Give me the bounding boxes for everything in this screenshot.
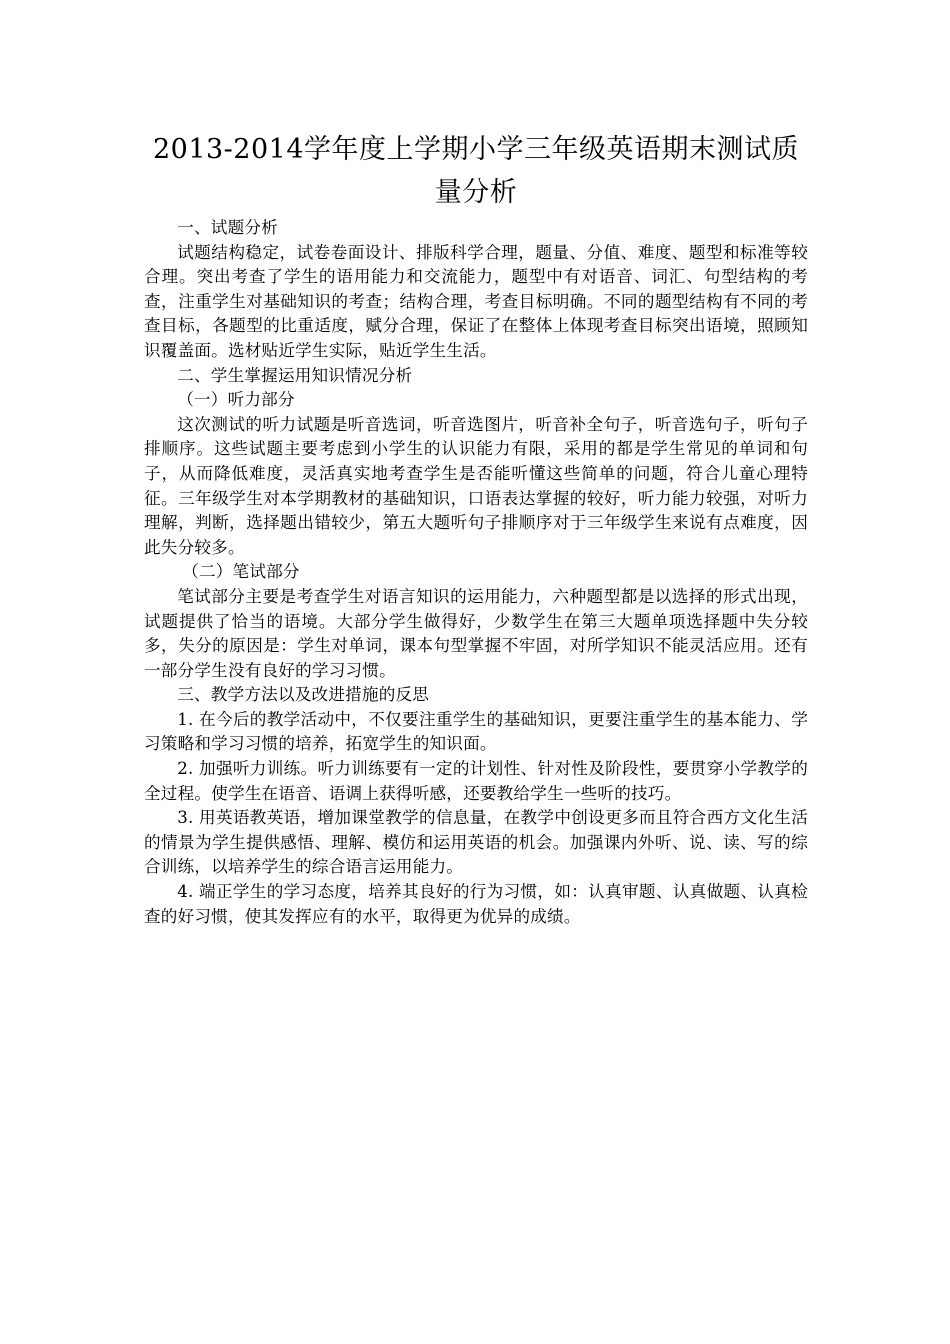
section3-heading: 三、教学方法以及改进措施的反思	[177, 685, 430, 705]
section1-paragraph: 试题结构稳定，试卷卷面设计、排版科学合理，题量、分值、难度、题型和标准等较合理。突出考查了学生的语用能力和交流能力，题型中有对语音、词汇、句型结构的考查，注重学生对基础知识的考查；结构合理，考查目标明确。不同的题型结构有不同的考查目标，各题型的比重适度，赋分合理，保证了在整体上体现考查目标突出语境，照顾知识覆盖面。选材贴近学生实际，贴近学生生活。	[144, 242, 808, 360]
section2-sub2-paragraph: 笔试部分主要是考查学生对语言知识的运用能力，六种题型都是以选择的形式出现，试题提供了恰当的语境。大部分学生做得好，少数学生在第三大题单项选择题中失分较多，失分的原因是：学生对单词，课本句型掌握不牢固，对所学知识不能灵活应用。还有一部分学生没有良好的学习习惯。	[144, 586, 808, 680]
section3-item-4: 4. 端正学生的学习态度，培养其良好的行为习惯，如：认真审题、认真做题、认真检查的好习惯，使其发挥应有的水平，取得更为优异的成绩。	[144, 882, 808, 926]
title-line-1: 2013-2014学年度上学期小学三年级英语期末测试质	[152, 134, 800, 165]
section2-sub1-paragraph: 这次测试的听力试题是听音选词，听音选图片，听音补全句子，听音选句子，听句子排顺序。这些试题主要考虑到小学生的认识能力有限，采用的都是学生常见的单词和句子，从而降低难度，灵活真实地考查学生是否能听懂这些简单的问题，符合儿童心理特征。三年级学生对本学期教材的基础知识，口语表达掌握的较好，听力能力较强，对听力理解，判断，选择题出错较少，第五大题听句子排顺序对于三年级学生来说有点难度，因此失分较多。	[144, 414, 808, 557]
section3-item-2: 2. 加强听力训练。听力训练要有一定的计划性、针对性及阶段性，要贯穿小学教学的全过程。使学生在语音、语调上获得听感，还要教给学生一些听的技巧。	[144, 759, 808, 803]
section2-sub1-heading: （一）听力部分	[177, 390, 295, 410]
document-title	[144, 128, 808, 214]
section2-heading: 二、学生掌握运用知识情况分析	[177, 365, 413, 385]
section2-sub2-heading: （二）笔试部分	[182, 562, 300, 582]
section3-item-3: 3. 用英语教英语，增加课堂教学的信息量，在教学中创设更多而且符合西方文化生活的情景为学生提供感悟、理解、模仿和运用英语的机会。加强课内外听、说、读、写的综合训练，以培养学生的综合语言运用能力。	[144, 808, 808, 877]
title-line-2: 量分析	[434, 177, 518, 208]
section3-item-1: 1. 在今后的教学活动中，不仅要注重学生的基础知识，更要注重学生的基本能力、学习策略和学习习惯的培养，拓宽学生的知识面。	[144, 709, 808, 754]
section1-heading: 一、试题分析	[177, 218, 278, 237]
document-content	[144, 128, 808, 929]
